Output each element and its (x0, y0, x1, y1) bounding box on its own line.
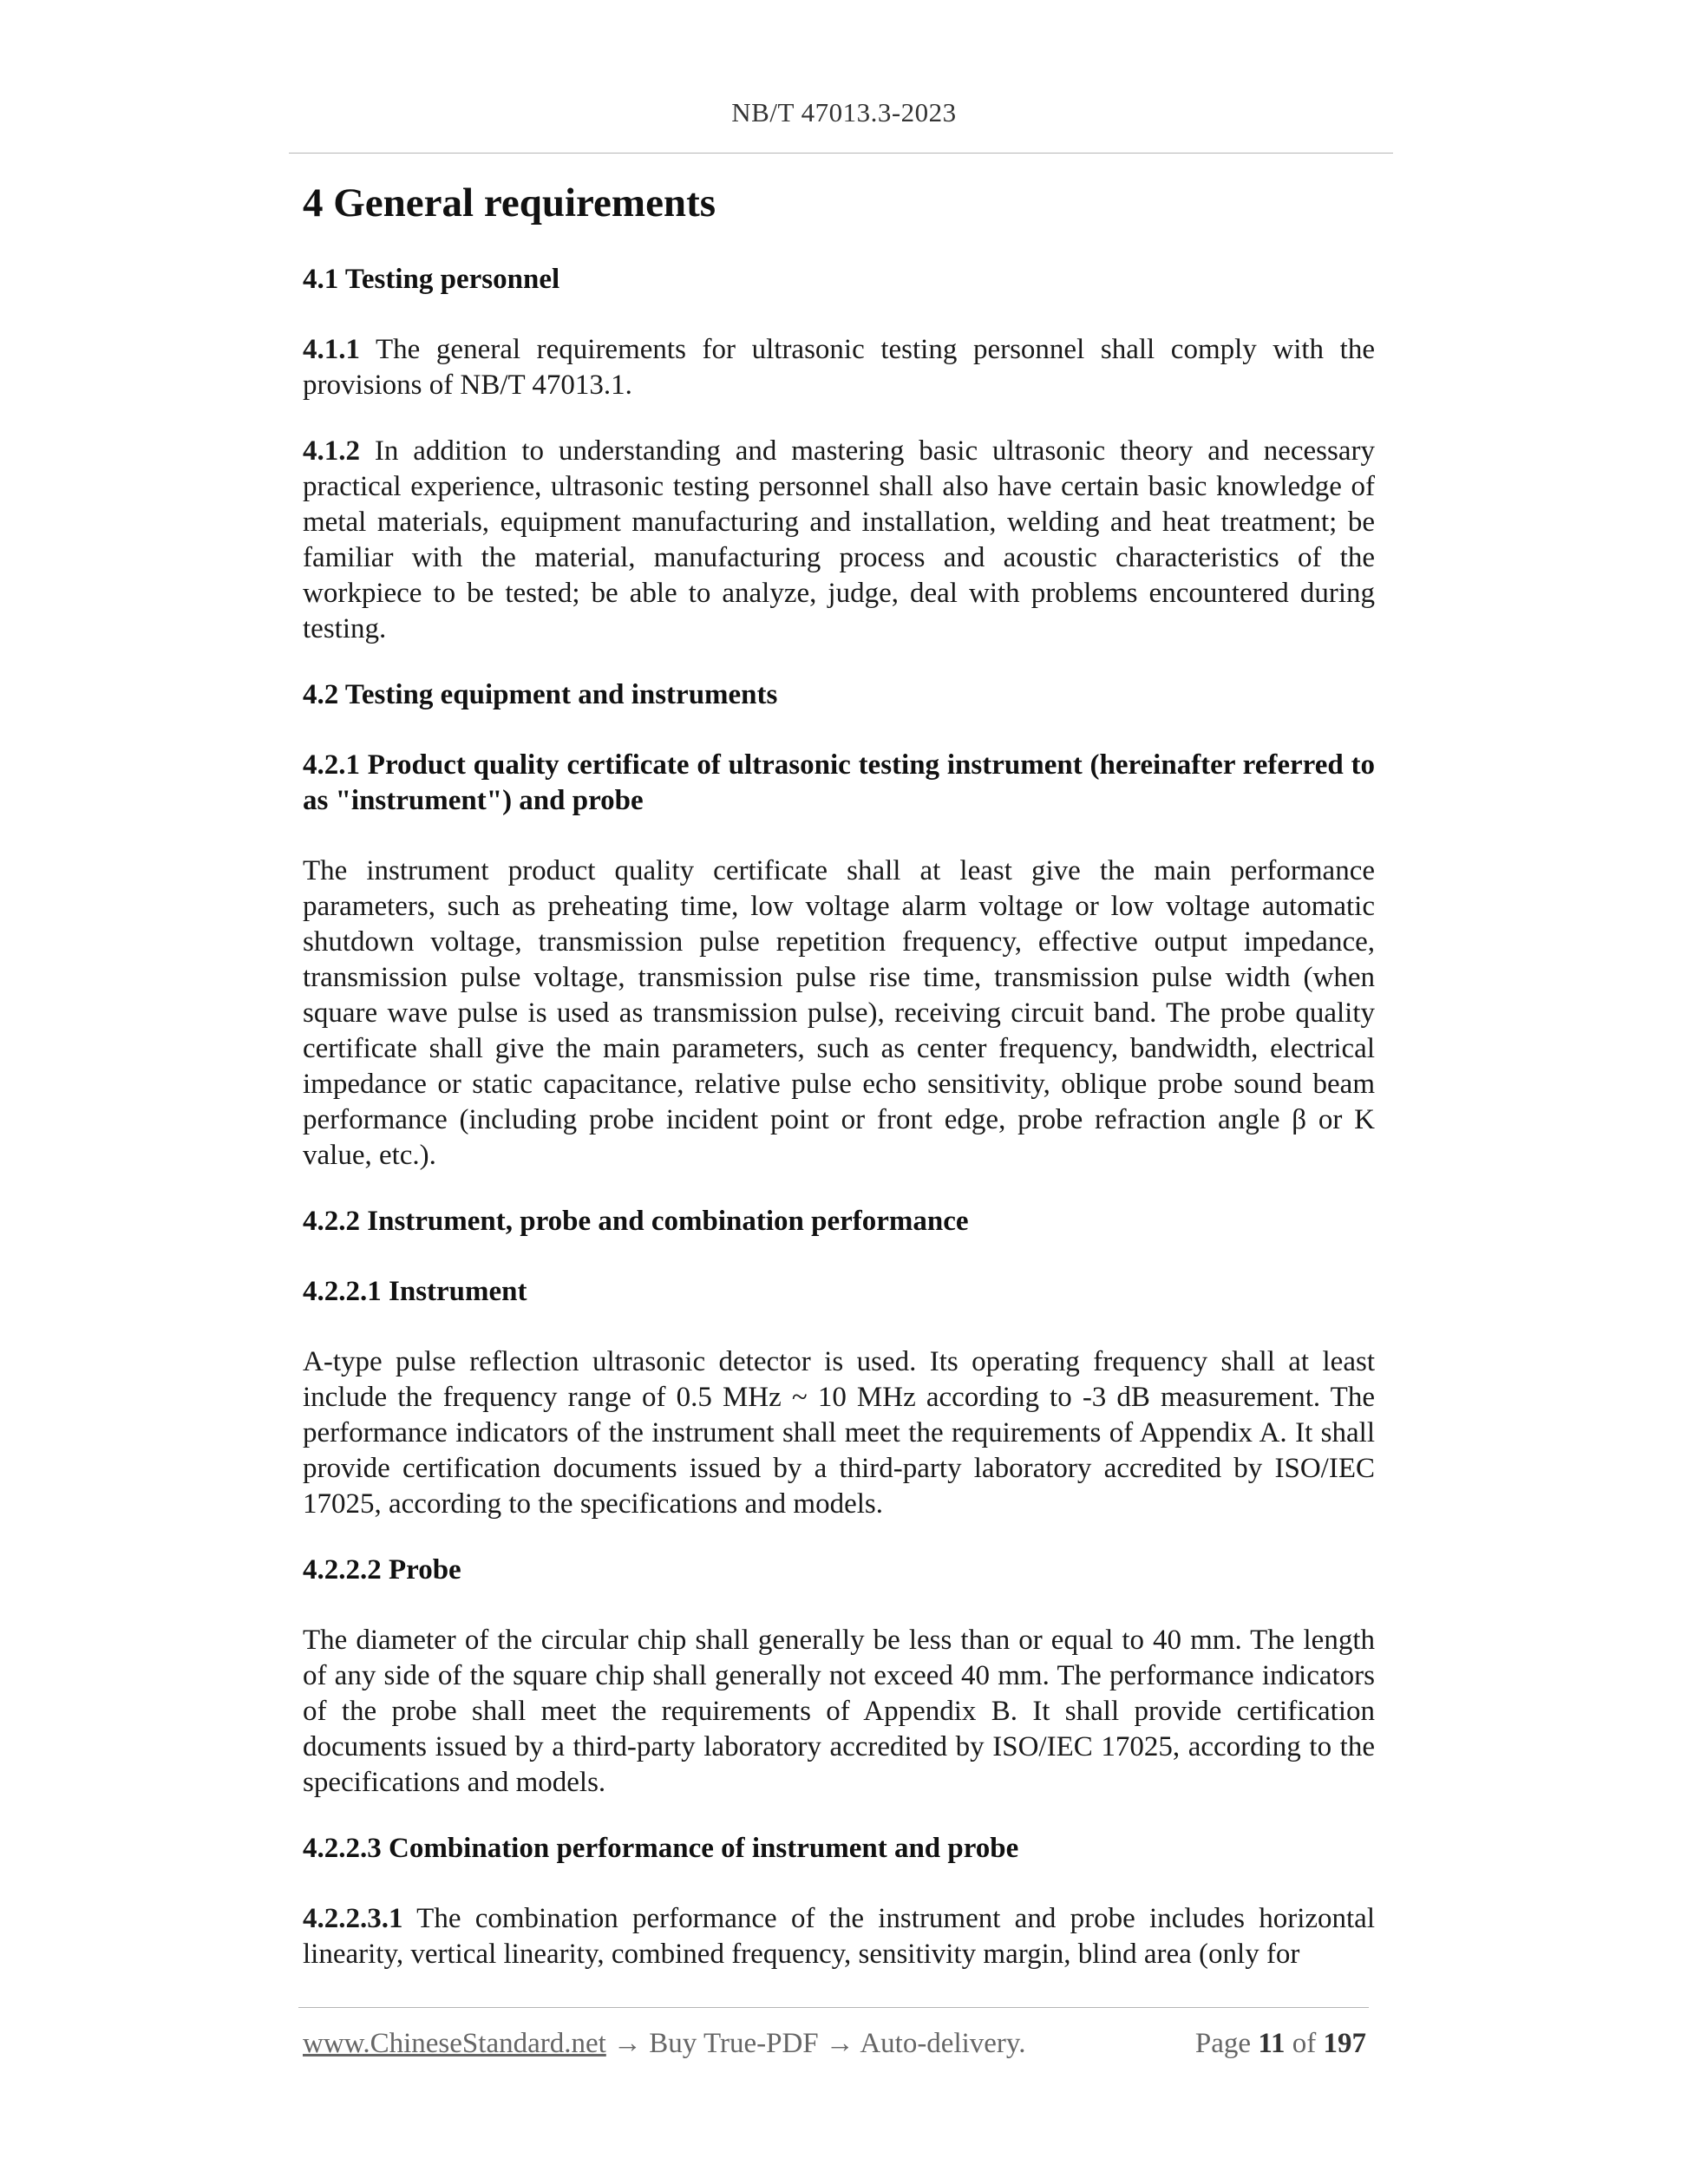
heading-4-2-2-1: 4.2.2.1 Instrument (303, 1276, 527, 1308)
clause-number: 4.1.1 (303, 334, 360, 366)
website-link[interactable]: www.ChineseStandard.net (303, 2028, 606, 2059)
arrow-icon: → (605, 2028, 650, 2059)
buy-text: Buy True-PDF (649, 2028, 819, 2059)
paragraph-4-2-2-2: The diameter of the circular chip shall generally be less than or equal to 40 mm. The length of any side of the square chip shall generally not exceed 40 mm. The performance indicators of the probe shall meet the requirements of Appendix B. It shall provide certification documents issued by a third-party laboratory accredited by ISO/IEC 17025, according to the specifications and models. (303, 1625, 1375, 1799)
heading-4-2-2: 4.2.2 Instrument, probe and combination performance (303, 1206, 969, 1238)
header-divider (289, 153, 1393, 154)
paragraph-4-1-2 (303, 434, 1375, 647)
of-label: of (1285, 2028, 1324, 2059)
delivery-text: Auto-delivery. (860, 2028, 1026, 2059)
heading-4-2-2-3: 4.2.2.3 Combination performance of instrument and probe (303, 1833, 1019, 1865)
paragraph-4-1-1 (303, 332, 1375, 403)
page-label: Page (1194, 2028, 1259, 2059)
heading-4-2-1: 4.2.1 Product quality certificate of ultrasonic testing instrument (hereinafter referred to as "instrument") and probe (303, 749, 1375, 817)
clause-number: 4.2.2.3.1 (303, 1903, 403, 1935)
paragraph-4-2-1: The instrument product quality certificate shall at least give the main performance parameters, such as preheating time, low voltage alarm voltage or low voltage automatic shutdown voltage, transmission pulse repetition frequency, effective output impedance, transmission pulse voltage, transmission pulse rise time, transmission pulse width (when square wave pulse is used as transmission pulse), receiving circuit band. The probe quality certificate shall give the main parameters, such as center frequency, bandwidth, electrical impedance or static capacitance, relative pulse echo sensitivity, oblique probe sound beam performance (including probe incident point or front edge, probe refraction angle β or K value, etc.). (303, 855, 1375, 1172)
footer-divider (298, 2007, 1369, 2008)
clause-text: The combination performance of the instrument and probe includes horizontal linearity, vertical linearity, combined frequency, sensitivity margin, blind area (only for (303, 1903, 1375, 1971)
heading-4-1: 4.1 Testing personnel (303, 264, 560, 296)
page-number: 11 (1258, 2028, 1286, 2059)
document-header: NB/T 47013.3-2023 (731, 97, 957, 128)
section-title: 4 General requirements (303, 180, 716, 226)
heading-4-2-2-2: 4.2.2.2 Probe (303, 1554, 461, 1586)
page-indicator (1195, 2028, 1366, 2060)
arrow-icon: → (818, 2028, 860, 2059)
page-content (303, 179, 1375, 2003)
clause-text: The general requirements for ultrasonic testing personnel shall comply with the provisions of NB/T 47013.1. (303, 334, 1375, 402)
page-total: 197 (1323, 2028, 1366, 2059)
paragraph-4-2-2-1: A-type pulse reflection ultrasonic detector is used. Its operating frequency shall at least include the frequency range of 0.5 MHz ~ 10 MHz according to -3 dB measurement. The performance indicators of the instrument shall meet the requirements of Appendix A. It shall provide certification documents issued by a third-party laboratory accredited by ISO/IEC 17025, according to the specifications and models. (303, 1346, 1375, 1520)
footer-promo (303, 2028, 1026, 2060)
heading-4-2: 4.2 Testing equipment and instruments (303, 679, 778, 711)
paragraph-4-2-2-3-1 (303, 1901, 1375, 1972)
clause-text: In addition to understanding and mastering basic ultrasonic theory and necessary practical experience, ultrasonic testing personnel shall also have certain basic knowledge of metal materials, equipment manufacturing and installation, welding and heat treatment; be familiar with the material, manufacturing process and acoustic characteristics of the workpiece to be tested; be able to analyze, judge, deal with problems encountered during testing. (303, 435, 1375, 645)
clause-number: 4.1.2 (303, 435, 360, 468)
